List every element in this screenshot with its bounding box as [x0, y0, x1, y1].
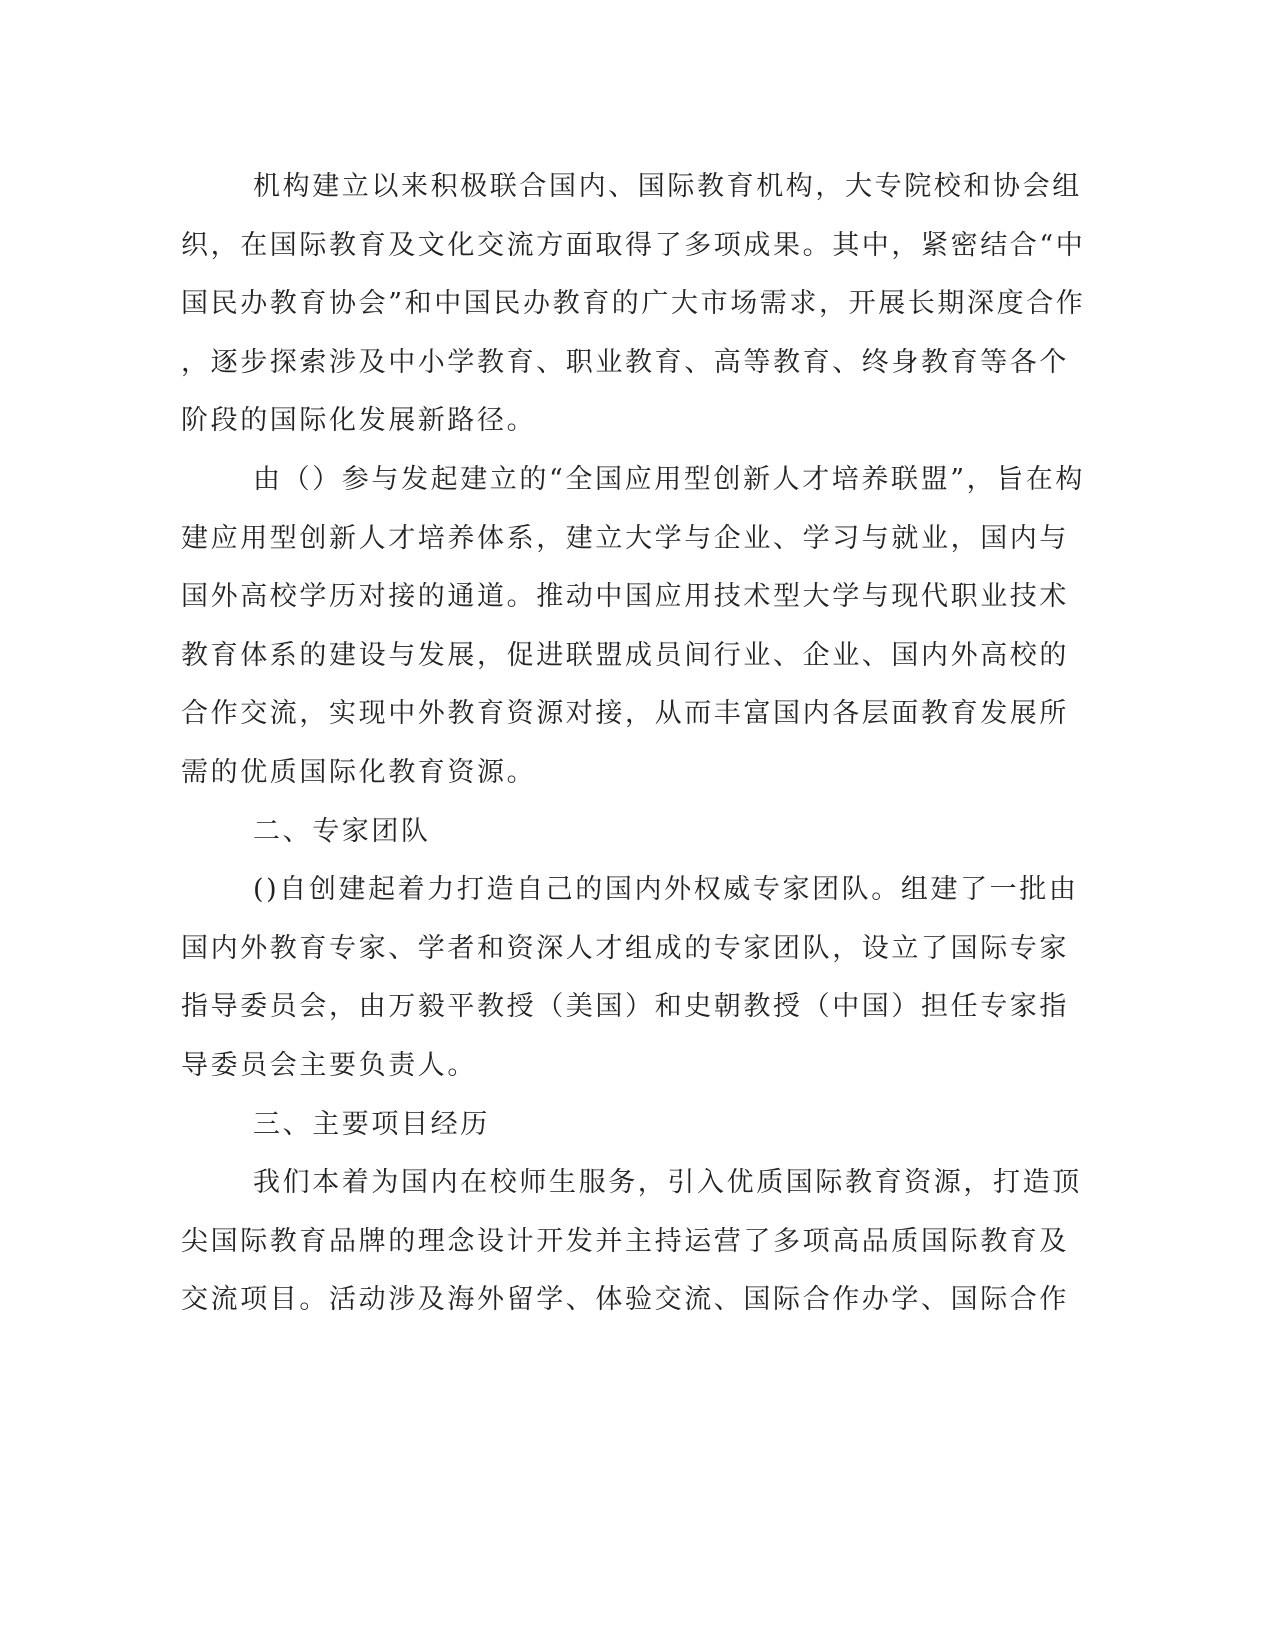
text-line: 需的优质国际化教育资源。	[181, 756, 537, 788]
text-line: 教育体系的建设与发展，促进联盟成员间行业、企业、国内外高校的	[181, 639, 1069, 671]
text-line: 建应用型创新人才培养体系，建立大学与企业、学习与就业，国内与	[181, 522, 1069, 554]
text-line: 织，在国际教育及文化交流方面取得了多项成果。其中，紧密结合“中	[181, 229, 1086, 261]
text-line: 尖国际教育品牌的理念设计开发并主持运营了多项高品质国际教育及	[181, 1225, 1069, 1257]
text-line: ，逐步探索涉及中小学教育、职业教育、高等教育、终身教育等各个	[181, 346, 1069, 378]
text-line: ()自创建起着力打造自己的国内外权威专家团队。组建了一批由	[253, 874, 1079, 906]
text-line: 国外高校学历对接的通道。推动中国应用技术型大学与现代职业技术	[181, 581, 1069, 613]
text-line: 国内外教育专家、学者和资深人才组成的专家团队，设立了国际专家	[181, 932, 1069, 964]
text-line: 导委员会主要负责人。	[181, 1049, 477, 1081]
text-line: 机构建立以来积极联合国内、国际教育机构，大专院校和协会组	[253, 171, 1082, 202]
text-line: 指导委员会，由万毅平教授（美国）和史朝教授（中国）担任专家指	[181, 991, 1069, 1023]
text-line: 由（）参与发起建立的“全国应用型创新人才培养联盟”，旨在构	[253, 463, 1086, 495]
section-heading: 二、专家团队	[253, 815, 431, 847]
text-line: 交流项目。活动涉及海外留学、体验交流、国际合作办学、国际合作	[181, 1284, 1069, 1316]
text-line: 阶段的国际化发展新路径。	[181, 405, 537, 437]
text-line: 合作交流，实现中外教育资源对接，从而丰富国内各层面教育发展所	[181, 698, 1069, 730]
section-heading: 三、主要项目经历	[253, 1108, 490, 1140]
text-line: 我们本着为国内在校师生服务，引入优质国际教育资源，打造顶	[253, 1167, 1082, 1199]
text-line: 国民办教育协会”和中国民办教育的广大市场需求，开展长期深度合作	[181, 288, 1086, 320]
body-text	[181, 158, 1086, 1330]
